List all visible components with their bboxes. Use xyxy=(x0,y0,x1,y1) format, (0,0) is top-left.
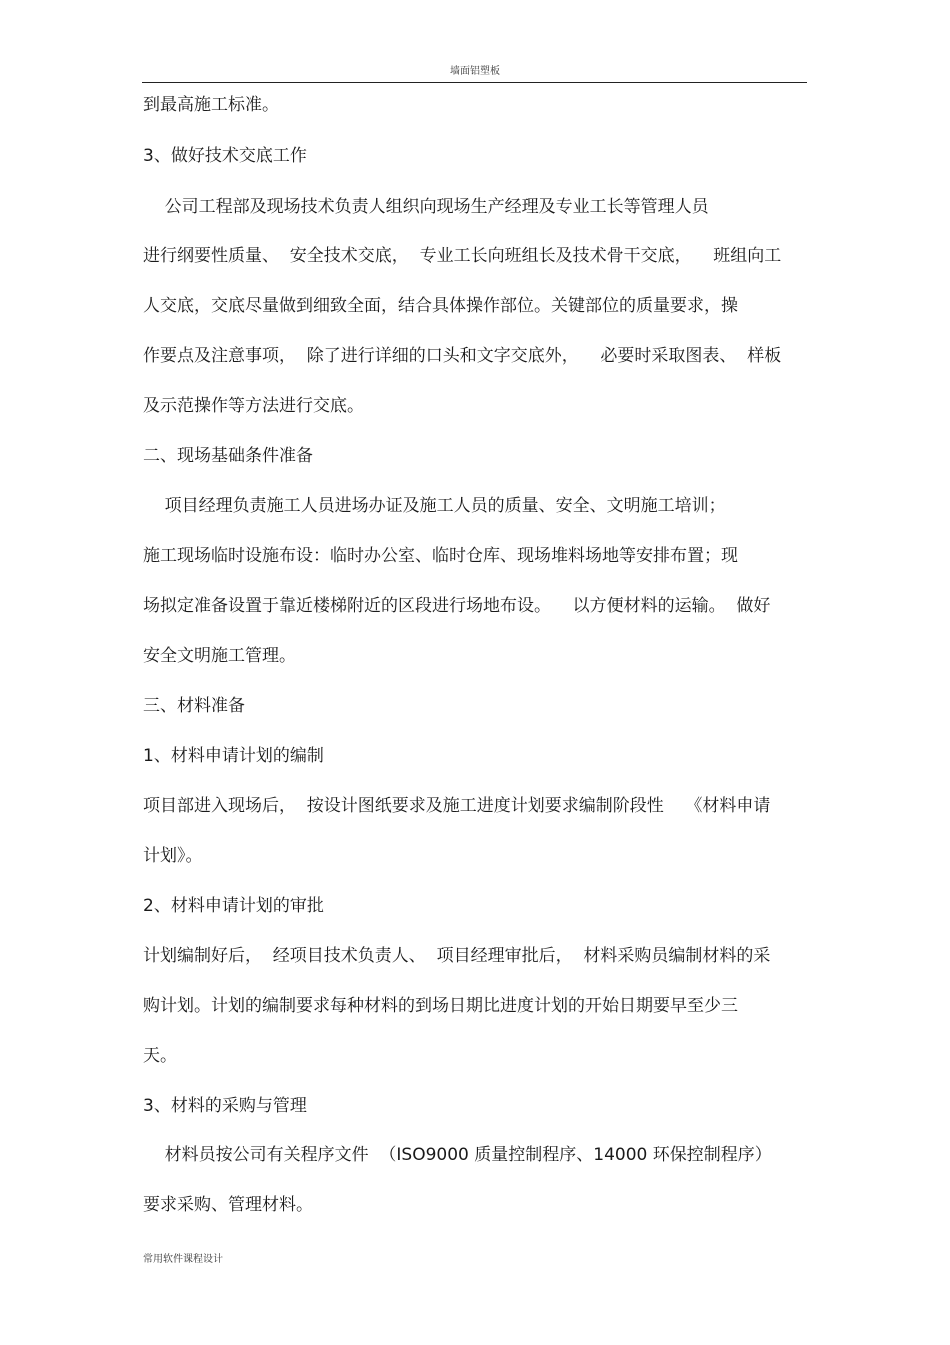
section-heading: 2、材料申请计划的审批 xyxy=(143,896,324,916)
text-line: 项目经理负责施工人员进场办证及施工人员的质量、安全、文明施工培训； xyxy=(143,496,726,516)
section-heading: 3、做好技术交底工作 xyxy=(143,146,307,166)
text-line: 作要点及注意事项， 除了进行详细的口头和文字交底外， 必要时采取图表、 样板 xyxy=(143,346,782,366)
text-line: 材料员按公司有关程序文件 （ISO9000 质量控制程序、14000 环保控制程序） xyxy=(143,1145,772,1165)
text-line: 进行纲要性质量、 安全技术交底， 专业工长向班组长及技术骨干交底， 班组向工 xyxy=(143,246,782,266)
text-line: 项目部进入现场后， 按设计图纸要求及施工进度计划要求编制阶段性 《材料申请 xyxy=(143,796,771,816)
section-heading: 三、材料准备 xyxy=(143,696,245,716)
page-footer-text: 常用软件课程设计 xyxy=(143,1254,223,1265)
text-line: 安全文明施工管理。 xyxy=(143,646,296,666)
text-line: 场拟定准备设置于靠近楼梯附近的区段进行场地布设。 以方便材料的运输。 做好 xyxy=(143,596,771,616)
text-line: 计划编制好后， 经项目技术负责人、 项目经理审批后， 材料采购员编制材料的采 xyxy=(143,946,771,966)
page-header-title: 墙面铝塑板 xyxy=(450,66,500,77)
text-line: 公司工程部及现场技术负责人组织向现场生产经理及专业工长等管理人员 xyxy=(143,197,709,217)
text-line: 人交底，交底尽量做到细致全面，结合具体操作部位。关键部位的质量要求，操 xyxy=(143,296,738,316)
section-heading: 二、现场基础条件准备 xyxy=(143,446,313,466)
text-line: 到最高施工标准。 xyxy=(143,95,279,115)
section-heading: 3、材料的采购与管理 xyxy=(143,1096,307,1116)
section-heading: 1、材料申请计划的编制 xyxy=(143,746,324,766)
text-line: 购计划。计划的编制要求每种材料的到场日期比进度计划的开始日期要早至少三 xyxy=(143,996,738,1016)
text-line: 计划》。 xyxy=(143,846,203,866)
text-line: 要求采购、管理材料。 xyxy=(143,1195,313,1215)
header-divider xyxy=(142,82,807,83)
text-line: 及示范操作等方法进行交底。 xyxy=(143,396,364,416)
text-line: 天。 xyxy=(143,1046,177,1066)
text-line: 施工现场临时设施布设：临时办公室、临时仓库、现场堆料场地等安排布置；现 xyxy=(143,546,738,566)
